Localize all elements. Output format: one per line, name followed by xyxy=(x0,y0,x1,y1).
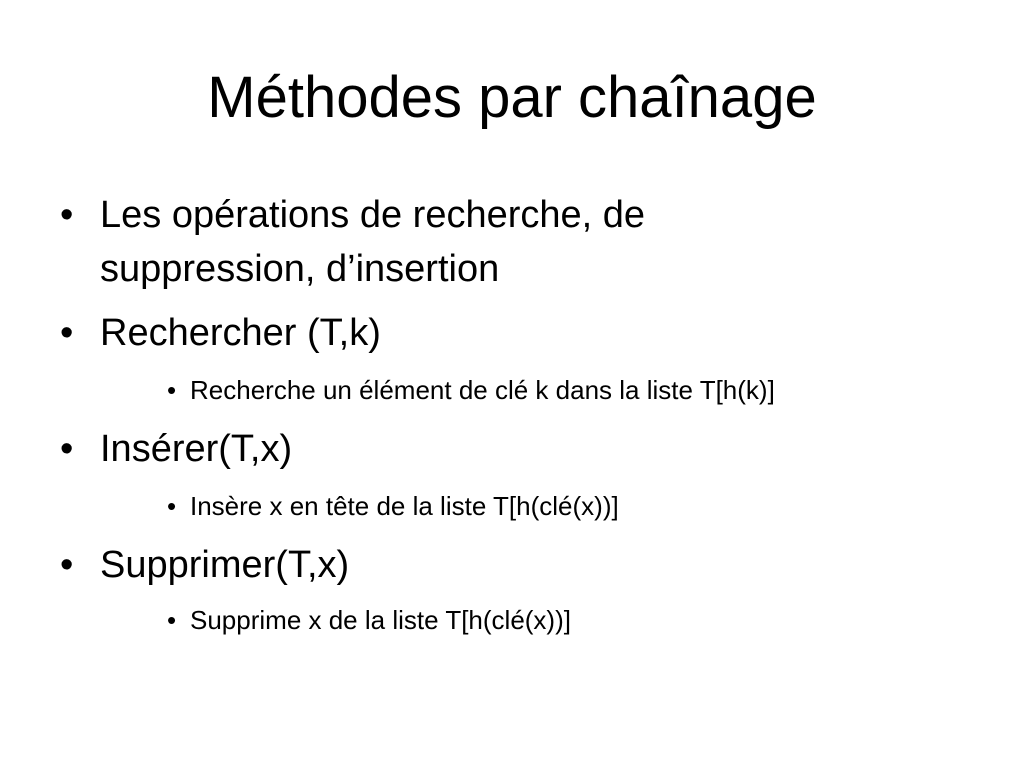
bullet-dot: • xyxy=(60,194,74,236)
sub-bullet-text: Supprime x de la liste T[h(clé(x))] xyxy=(190,605,571,635)
sub-bullet-text: Recherche un élément de clé k dans la liste T[h(k)] xyxy=(190,375,775,405)
bullet-text: Les opérations de recherche, de suppression, d’insertion xyxy=(100,194,646,290)
bullet-text: Rechercher (T,k) xyxy=(100,312,381,354)
sub-bullet-dot: • xyxy=(167,375,177,405)
sub-bullet-text: Insère x en tête de la liste T[h(clé(x))] xyxy=(190,491,619,521)
bullet-text: Supprimer(T,x) xyxy=(100,544,350,586)
bullet-dot: • xyxy=(60,544,74,586)
bullet-text: Insérer(T,x) xyxy=(100,428,293,470)
bullet-dot: • xyxy=(60,428,74,470)
sub-bullet-dot: • xyxy=(167,491,177,521)
sub-bullet-dot: • xyxy=(167,605,177,635)
slide-title: Méthodes par chaînage xyxy=(207,65,817,130)
bullet-dot: • xyxy=(60,312,74,354)
